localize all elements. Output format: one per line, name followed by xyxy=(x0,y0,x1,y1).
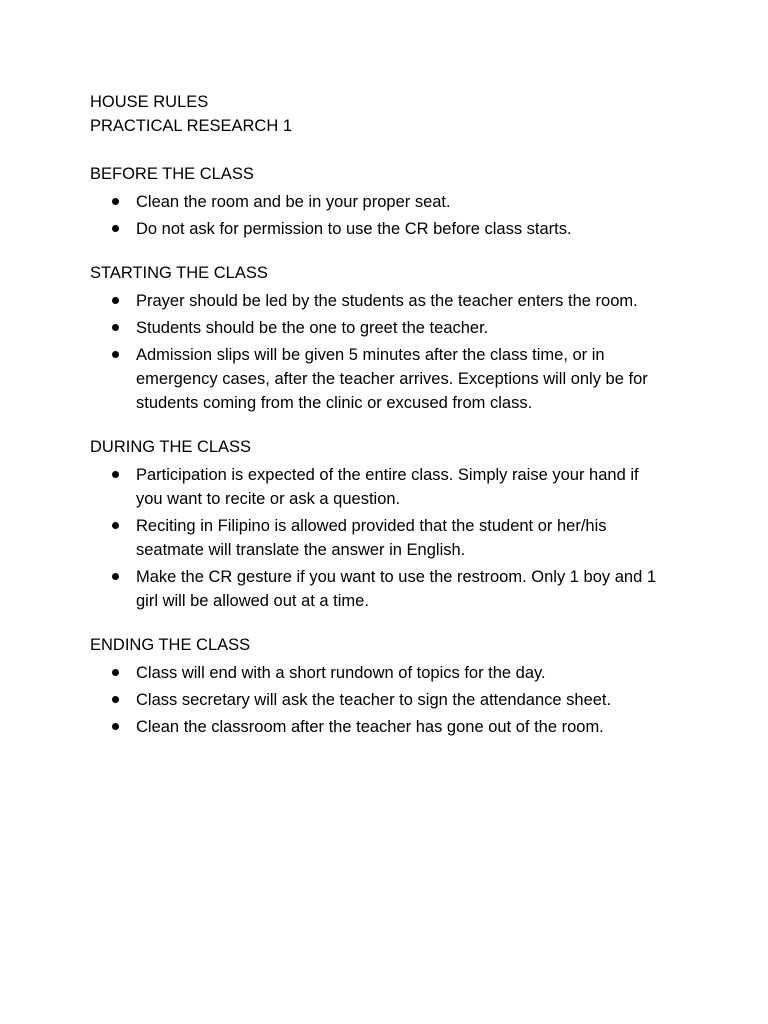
bullet-icon xyxy=(112,573,119,580)
list-item xyxy=(90,715,668,739)
section-during-the-class xyxy=(90,435,668,613)
bullet-icon xyxy=(112,297,119,304)
list-item-text: Class secretary will ask the teacher to sign the attendance sheet. xyxy=(136,691,612,709)
bullet-icon xyxy=(112,351,119,358)
bullet-icon xyxy=(112,198,119,205)
rules-list xyxy=(90,190,668,241)
bullet-icon xyxy=(112,522,119,529)
section-heading: DURING THE CLASS xyxy=(90,438,252,456)
list-item xyxy=(90,316,668,340)
section-starting-the-class xyxy=(90,261,668,415)
list-item xyxy=(90,565,668,613)
list-item xyxy=(90,661,668,685)
list-item-text: Class will end with a short rundown of topics for the day. xyxy=(136,664,546,682)
rules-list xyxy=(90,289,668,415)
bullet-icon xyxy=(112,324,119,331)
document-subtitle: PRACTICAL RESEARCH 1 xyxy=(90,117,293,135)
list-item xyxy=(90,463,668,511)
section-ending-the-class xyxy=(90,633,668,739)
list-item-text: Clean the classroom after the teacher has gone out of the room. xyxy=(136,718,604,736)
rules-list xyxy=(90,463,668,613)
list-item xyxy=(90,514,668,562)
document-header xyxy=(90,90,668,138)
list-item xyxy=(90,688,668,712)
list-item-text: Reciting in Filipino is allowed provided that the student or her/his seatmate will translate the answer in English. xyxy=(136,517,607,559)
list-item-text: Students should be the one to greet the teacher. xyxy=(136,319,489,337)
document-title: HOUSE RULES xyxy=(90,93,209,111)
list-item xyxy=(90,217,668,241)
section-heading: BEFORE THE CLASS xyxy=(90,165,254,183)
section-before-the-class xyxy=(90,162,668,241)
list-item xyxy=(90,343,668,415)
bullet-icon xyxy=(112,723,119,730)
list-item-text: Participation is expected of the entire class. Simply raise your hand if you want to recite or ask a question. xyxy=(136,466,639,508)
bullet-icon xyxy=(112,225,119,232)
list-item-text: Clean the room and be in your proper seat. xyxy=(136,193,451,211)
section-heading: STARTING THE CLASS xyxy=(90,264,268,282)
bullet-icon xyxy=(112,669,119,676)
list-item xyxy=(90,289,668,313)
list-item-text: Make the CR gesture if you want to use the restroom. Only 1 boy and 1 girl will be allowed out at a time. xyxy=(136,568,657,610)
bullet-icon xyxy=(112,471,119,478)
list-item xyxy=(90,190,668,214)
section-heading: ENDING THE CLASS xyxy=(90,636,251,654)
list-item-text: Admission slips will be given 5 minutes after the class time, or in emergency cases, after the teacher arrives. Exceptions will only be for students coming from the clinic or excused from class. xyxy=(136,346,648,412)
list-item-text: Do not ask for permission to use the CR before class starts. xyxy=(136,220,572,238)
bullet-icon xyxy=(112,696,119,703)
rules-list xyxy=(90,661,668,739)
list-item-text: Prayer should be led by the students as the teacher enters the room. xyxy=(136,292,638,310)
